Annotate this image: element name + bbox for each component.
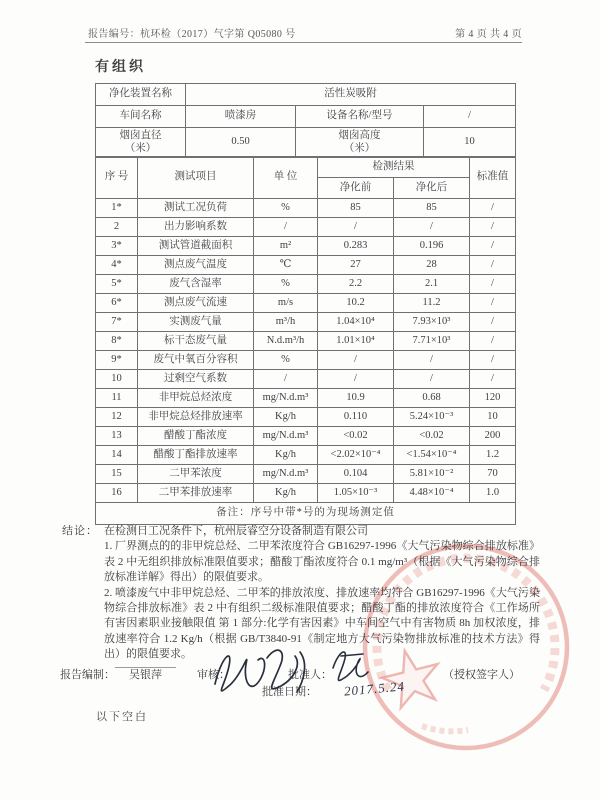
workshop-label: 车间名称 bbox=[96, 106, 186, 128]
col-header-before: 净化前 bbox=[318, 178, 394, 199]
row-test-item: 标干态废气量 bbox=[138, 332, 254, 351]
table-header-row-1 bbox=[96, 157, 516, 178]
table-row bbox=[96, 313, 516, 332]
row-unit: mg/N.d.m³ bbox=[254, 389, 318, 408]
chimney-height-label-text: 烟囱高度 bbox=[338, 130, 381, 142]
row-unit: Kg/h bbox=[254, 408, 318, 427]
row-after-purification: 7.93×10³ bbox=[394, 313, 470, 332]
row-no: 16 bbox=[96, 484, 138, 503]
row-after-purification: 0.196 bbox=[394, 237, 470, 256]
row-standard-value: 1.2 bbox=[470, 446, 516, 465]
equipment-label: 设备名称/型号 bbox=[296, 106, 424, 128]
page-indicator: 第 4 页 共 4 页 bbox=[455, 29, 522, 40]
row-unit: m² bbox=[254, 237, 318, 256]
row-after-purification: 11.2 bbox=[394, 294, 470, 313]
row-test-item: 过剩空气系数 bbox=[138, 370, 254, 389]
row-test-item: 废气中氧百分容积 bbox=[138, 351, 254, 370]
table-note-row bbox=[96, 503, 516, 525]
chimney-height-value: 10 bbox=[424, 128, 516, 158]
row-after-purification: <1.54×10⁻⁴ bbox=[394, 446, 470, 465]
row-no: 7* bbox=[96, 313, 138, 332]
row-before-purification: 1.01×10⁴ bbox=[318, 332, 394, 351]
table-row bbox=[96, 332, 516, 351]
meter-unit-label: （米） bbox=[343, 142, 376, 154]
row-standard-value: / bbox=[470, 199, 516, 218]
conclusion-intro: 在检测日工况条件下，杭州辰睿空分设备制造有限公司 bbox=[104, 525, 368, 537]
header-divider bbox=[85, 42, 522, 43]
table-row bbox=[96, 199, 516, 218]
row-standard-value: / bbox=[470, 237, 516, 256]
approver-label: 批准人： bbox=[288, 669, 332, 681]
row-standard-value: / bbox=[470, 294, 516, 313]
row-before-purification: 0.283 bbox=[318, 237, 394, 256]
reviewer-label: 审核： bbox=[197, 669, 230, 681]
row-unit: N.d.m³/h bbox=[254, 332, 318, 351]
row-after-purification: 85 bbox=[394, 199, 470, 218]
conclusion-item-2: 2. 喷漆废气中非甲烷总烃、二甲苯的排放浓度、排放速率均符合 GB16297-1996《大气污染物综合排放标准》表 2 中有组织二级标准限值要求；醋酸丁酯的排放浓度符合《工作场所有害因素职业接触限值 第 1 部分:化学有害因素》中车间空气中有害物质 8h 加权浓度，排放速率符合 1.2 Kg/h（根据 GB/T3840-91《制定地方大气污染物排放标准的技术方法》得出）的限值要求。 bbox=[104, 586, 540, 661]
row-after-purification: 2.1 bbox=[394, 275, 470, 294]
row-before-purification: 2.2 bbox=[318, 275, 394, 294]
row-after-purification: 4.48×10⁻⁴ bbox=[394, 484, 470, 503]
table-row bbox=[96, 218, 516, 237]
col-header-unit: 单 位 bbox=[254, 157, 318, 199]
col-header-result: 检测结果 bbox=[318, 157, 470, 178]
table-row bbox=[96, 256, 516, 275]
table-row bbox=[96, 408, 516, 427]
row-before-purification: 10.9 bbox=[318, 389, 394, 408]
chimney-diameter-value: 0.50 bbox=[186, 128, 296, 158]
row-test-item: 醋酸丁酯浓度 bbox=[138, 427, 254, 446]
row-test-item: 实测废气量 bbox=[138, 313, 254, 332]
col-header-standard: 标准值 bbox=[470, 157, 516, 199]
prepared-by-name: 吴银萍 bbox=[115, 667, 176, 681]
row-after-purification: 28 bbox=[394, 256, 470, 275]
row-no: 1* bbox=[96, 199, 138, 218]
row-before-purification: / bbox=[318, 370, 394, 389]
conclusion-body bbox=[104, 524, 540, 663]
col-header-item: 测试项目 bbox=[138, 157, 254, 199]
equipment-value: / bbox=[424, 106, 516, 128]
table-row bbox=[96, 351, 516, 370]
purify-device-row bbox=[96, 84, 516, 106]
row-no: 8* bbox=[96, 332, 138, 351]
row-before-purification: 85 bbox=[318, 199, 394, 218]
chimney-diameter-label-text: 烟囱直径 bbox=[119, 130, 162, 142]
measurement-table bbox=[95, 156, 516, 525]
row-no: 11 bbox=[96, 389, 138, 408]
row-no: 3* bbox=[96, 237, 138, 256]
row-no: 15 bbox=[96, 465, 138, 484]
facility-info-table bbox=[95, 83, 516, 158]
meter-unit-label: （米） bbox=[124, 142, 157, 154]
table-row bbox=[96, 237, 516, 256]
row-no: 4* bbox=[96, 256, 138, 275]
col-header-after: 净化后 bbox=[394, 178, 470, 199]
row-standard-value: 200 bbox=[470, 427, 516, 446]
table-note: 备注：序号中带*号的为现场测定值 bbox=[96, 503, 516, 525]
row-after-purification: / bbox=[394, 370, 470, 389]
row-unit: mg/N.d.m³ bbox=[254, 427, 318, 446]
table-row bbox=[96, 446, 516, 465]
workshop-row bbox=[96, 106, 516, 128]
row-unit: Kg/h bbox=[254, 446, 318, 465]
table-row bbox=[96, 275, 516, 294]
row-test-item: 测试工况负荷 bbox=[138, 199, 254, 218]
row-after-purification: 5.81×10⁻² bbox=[394, 465, 470, 484]
row-before-purification: 0.110 bbox=[318, 408, 394, 427]
row-no: 2 bbox=[96, 218, 138, 237]
row-standard-value: 70 bbox=[470, 465, 516, 484]
row-test-item: 非甲烷总烃浓度 bbox=[138, 389, 254, 408]
row-before-purification: / bbox=[318, 218, 394, 237]
row-unit: % bbox=[254, 351, 318, 370]
measurement-rows bbox=[96, 199, 516, 525]
table-row bbox=[96, 484, 516, 503]
row-no: 13 bbox=[96, 427, 138, 446]
row-test-item: 二甲苯浓度 bbox=[138, 465, 254, 484]
row-unit: % bbox=[254, 275, 318, 294]
purify-device-value: 活性炭吸附 bbox=[186, 84, 516, 106]
row-unit: ℃ bbox=[254, 256, 318, 275]
row-before-purification: / bbox=[318, 351, 394, 370]
conclusion-label: 结论： bbox=[62, 525, 98, 537]
row-before-purification: <0.02 bbox=[318, 427, 394, 446]
row-test-item: 测点废气流速 bbox=[138, 294, 254, 313]
row-standard-value: / bbox=[470, 351, 516, 370]
row-after-purification: 0.68 bbox=[394, 389, 470, 408]
row-unit: / bbox=[254, 370, 318, 389]
authorized-signer-label: （授权签字人） bbox=[443, 669, 520, 681]
row-standard-value: 10 bbox=[470, 408, 516, 427]
chimney-row bbox=[96, 128, 516, 158]
table-row bbox=[96, 427, 516, 446]
row-unit: / bbox=[254, 218, 318, 237]
col-header-no: 序 号 bbox=[96, 157, 138, 199]
row-after-purification: <0.02 bbox=[394, 427, 470, 446]
chimney-height-label bbox=[296, 128, 424, 158]
row-test-item: 废气含湿率 bbox=[138, 275, 254, 294]
approval-date-label: 批准日期： bbox=[262, 686, 317, 698]
seal-bottom-text bbox=[422, 726, 468, 731]
prepared-by-label: 报告编制： bbox=[60, 669, 115, 681]
row-no: 9* bbox=[96, 351, 138, 370]
row-no: 5* bbox=[96, 275, 138, 294]
row-no: 6* bbox=[96, 294, 138, 313]
section-title: 有组织 bbox=[95, 60, 146, 75]
row-standard-value: / bbox=[470, 275, 516, 294]
row-before-purification: 0.104 bbox=[318, 465, 394, 484]
row-standard-value: / bbox=[470, 256, 516, 275]
row-test-item: 测试管道截面积 bbox=[138, 237, 254, 256]
row-after-purification: / bbox=[394, 218, 470, 237]
row-test-item: 非甲烷总烃排放速率 bbox=[138, 408, 254, 427]
page-header bbox=[88, 25, 522, 40]
report-number: 报告编号：杭环检（2017）气字第 Q05080 号 bbox=[88, 29, 296, 40]
row-unit: % bbox=[254, 199, 318, 218]
row-after-purification: 5.24×10⁻³ bbox=[394, 408, 470, 427]
row-after-purification: 7.71×10³ bbox=[394, 332, 470, 351]
conclusion-item-1: 1. 厂界测点的的非甲烷总烃、二甲苯浓度符合 GB16297-1996《大气污染物综合排放标准》表 2 中无组织排放标准限值要求；醋酸丁酯浓度符合 0.1 mg/m³（根据《大气污染物综合排放标准详解》得出）的限值要求。 bbox=[104, 540, 540, 584]
purify-device-label: 净化装置名称 bbox=[96, 84, 186, 106]
row-no: 10 bbox=[96, 370, 138, 389]
row-test-item: 醋酸丁酯排放速率 bbox=[138, 446, 254, 465]
row-standard-value: 1.0 bbox=[470, 484, 516, 503]
row-standard-value: / bbox=[470, 370, 516, 389]
row-unit: m³/h bbox=[254, 313, 318, 332]
row-unit: mg/N.d.m³ bbox=[254, 465, 318, 484]
chimney-diameter-label bbox=[96, 128, 186, 158]
row-after-purification: / bbox=[394, 351, 470, 370]
table-row bbox=[96, 389, 516, 408]
table-row bbox=[96, 294, 516, 313]
table-row bbox=[96, 370, 516, 389]
row-test-item: 出力影响系数 bbox=[138, 218, 254, 237]
row-before-purification: <2.02×10⁻⁴ bbox=[318, 446, 394, 465]
row-no: 12 bbox=[96, 408, 138, 427]
row-standard-value: 120 bbox=[470, 389, 516, 408]
prepared-by bbox=[60, 666, 176, 682]
row-unit: Kg/h bbox=[254, 484, 318, 503]
row-before-purification: 1.05×10⁻³ bbox=[318, 484, 394, 503]
row-test-item: 二甲苯排放速率 bbox=[138, 484, 254, 503]
row-unit: m/s bbox=[254, 294, 318, 313]
row-no: 14 bbox=[96, 446, 138, 465]
row-standard-value: / bbox=[470, 313, 516, 332]
table-row bbox=[96, 465, 516, 484]
row-before-purification: 27 bbox=[318, 256, 394, 275]
blank-below-note: 以下空白 bbox=[96, 711, 148, 723]
conclusion-section bbox=[62, 524, 540, 663]
approval-date-handwritten: 2017.5.24 bbox=[343, 678, 406, 699]
row-before-purification: 10.2 bbox=[318, 294, 394, 313]
workshop-value: 喷漆房 bbox=[186, 106, 296, 128]
row-before-purification: 1.04×10⁴ bbox=[318, 313, 394, 332]
row-standard-value: / bbox=[470, 218, 516, 237]
row-test-item: 测点废气温度 bbox=[138, 256, 254, 275]
row-standard-value: / bbox=[470, 332, 516, 351]
